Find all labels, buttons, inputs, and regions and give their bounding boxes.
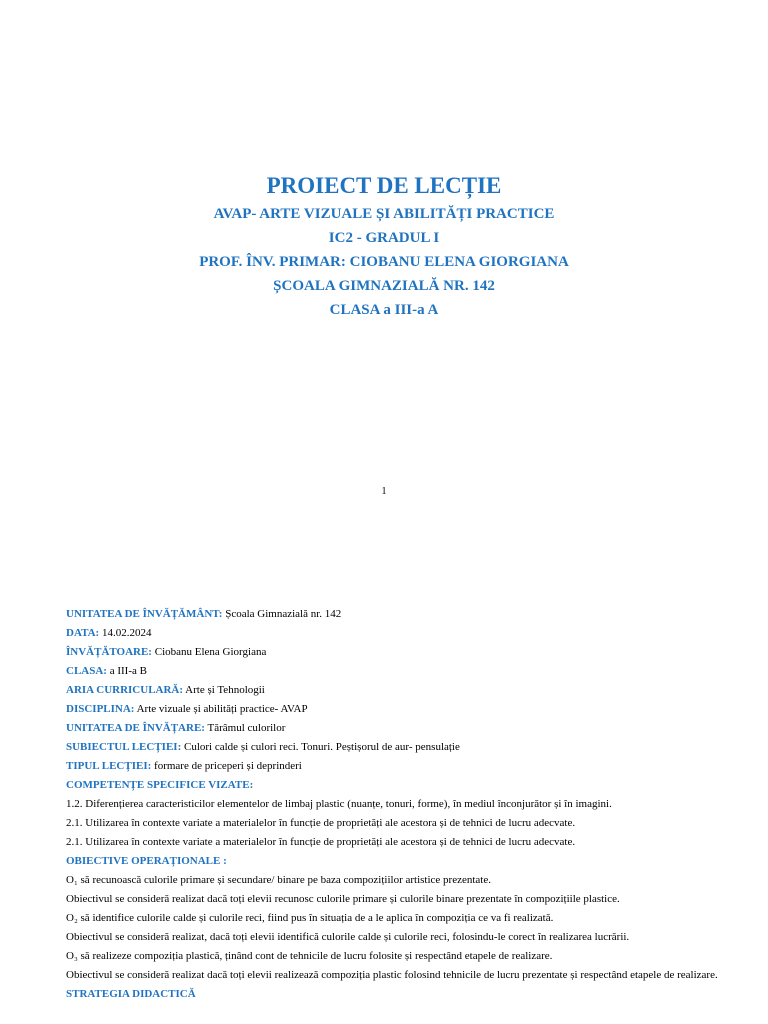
field-value: formare de priceperi și deprinderi [151,760,302,772]
document-title: PROIECT DE LECȚIE [266,173,502,198]
obiective-heading: OBIECTIVE OPERAȚIONALE : [66,855,227,867]
field-value: Culori calde și culori reci. Tonuri. Peștișorul de aur- pensulație [181,741,460,753]
competenta-item: 2.1. Utilizarea în contexte variate a materialelor în funcție de proprietăți ale acestora și de tehnici de lucru adecvate. [66,817,576,829]
field-row [66,662,746,681]
field-value: Tărâmul culorilor [204,722,286,734]
page-number: 1 [381,486,387,497]
obiectiv-criteriu: Obiectivul se consideră realizat dacă toți elevii recunosc culorile primare și culorile binare prezentate în compozițiile plastice. [66,893,620,905]
field-value: Arte și Tehnologii [183,684,265,696]
field-label: ARIA CURRICULARĂ: [66,684,184,696]
competenta-item: 2.1. Utilizarea în contexte variate a materialelor în funcție de proprietăți ale acestora și de tehnici de lucru adecvate. [66,836,576,848]
field-row [66,738,746,757]
field-row [66,700,746,719]
field-row [66,643,746,662]
field-label: UNITATEA DE ÎNVĂȚĂMÂNT: [66,608,223,620]
class-line: CLASA a III-a A [329,302,439,318]
field-label: DISCIPLINA: [66,703,135,715]
teacher-line: PROF. ÎNV. PRIMAR: CIOBANU ELENA GIORGIANA [199,254,569,270]
field-label: CLASA: [66,665,107,677]
competente-heading: COMPETENȚE SPECIFICE VIZATE: [66,779,254,791]
obiectiv-criteriu: Obiectivul se consideră realizat dacă toți elevii realizează compoziția plastic folosind tehnicile de lucru prezentate și respectând etapele de realizare. [66,969,718,981]
subject-line: AVAP- ARTE VIZUALE ȘI ABILITĂȚI PRACTICE [213,206,555,222]
field-label: UNITATEA DE ÎNVĂȚARE: [66,722,205,734]
competenta-item: 1.2. Diferențierea caracteristicilor elementelor de limbaj plastic (nuanțe, tonuri, forme), în mediul înconjurător și în imagini. [66,798,612,810]
field-value: 14.02.2024 [99,627,152,639]
school-line: ȘCOALA GIMNAZIALĂ NR. 142 [273,278,495,294]
field-row [66,605,746,624]
field-label: TIPUL LECȚIEI: [66,760,152,772]
lesson-details [66,605,746,1004]
field-label: ÎNVĂȚĂTOARE: [66,646,152,658]
title-block [0,170,768,322]
obiectiv-item: O₃ să realizeze compoziția plastică, ținând cont de tehnicile de lucru folosite și respectând etapele de realizare. [66,950,553,962]
obiectiv-item: O₂ să identifice culorile calde și culorile reci, fiind pus în situația de a le aplica în compoziția ce va fi realizată. [66,912,554,924]
field-value: a III-a B [106,665,147,677]
field-label: DATA: [66,627,100,639]
field-value: Arte vizuale și abilități practice- AVAP [134,703,308,715]
field-row [66,757,746,776]
field-row [66,681,746,700]
field-value: Ciobanu Elena Giorgiana [151,646,267,658]
field-row [66,719,746,738]
field-value: Școala Gimnazială nr. 142 [222,608,342,620]
strategia-heading: STRATEGIA DIDACTICĂ [66,988,196,1000]
field-row [66,624,746,643]
obiectiv-item: O₁ să recunoască culorile primare și secundare/ binare pe baza compozițiilor artistice prezentate. [66,874,491,886]
obiectiv-criteriu: Obiectivul se consideră realizat, dacă toți elevii identifică culorile calde și culorile reci, folosindu-le corect în realizarea lucrării. [66,931,630,943]
degree-line: IC2 - GRADUL I [328,230,440,246]
field-label: SUBIECTUL LECȚIEI: [66,741,182,753]
